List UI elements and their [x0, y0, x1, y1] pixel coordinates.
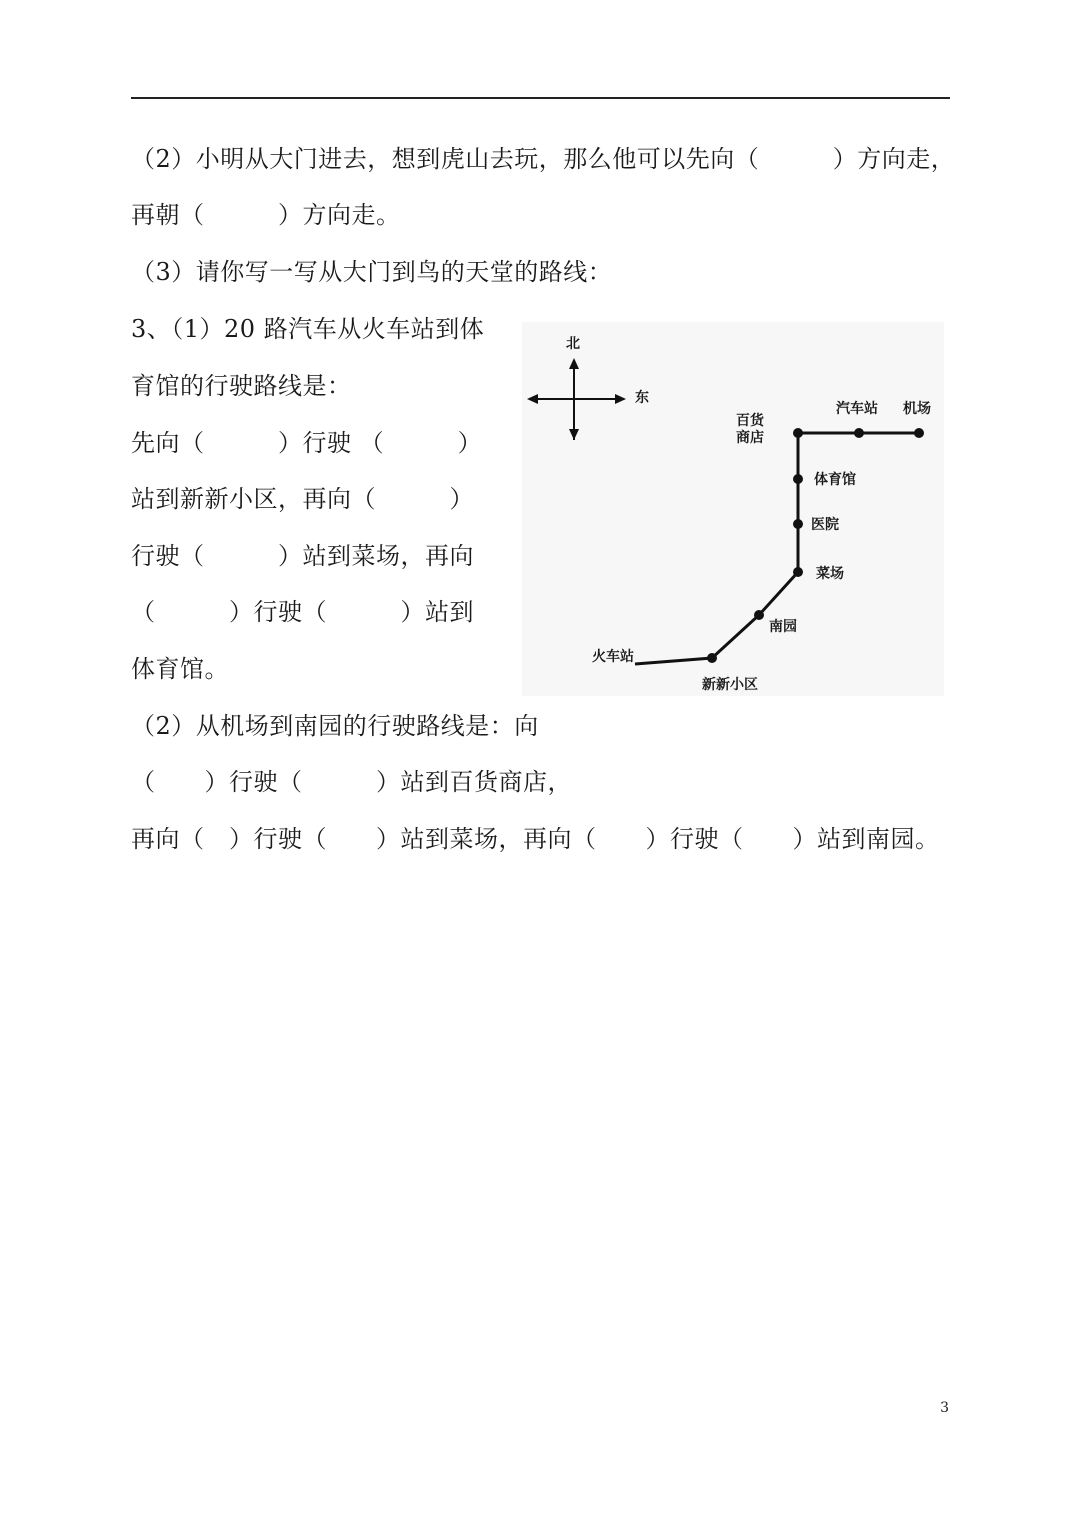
question-3-1-line-5: 行驶（ ）站到菜场，再向 [131, 542, 474, 570]
bus-route-svg [522, 322, 944, 696]
station-label-stadium: 体育馆 [814, 472, 856, 488]
question-2-2-line-1: （2）小明从大门进去，想到虎山去玩，那么他可以先向（ ）方向走， [131, 145, 956, 173]
station-label-market: 菜场 [816, 566, 844, 582]
compass-north-label: 北 [566, 336, 580, 352]
question-3-1-line-3: 先向（ ）行驶 （ ） [131, 429, 483, 457]
station-dot-airport [914, 428, 924, 438]
question-3-1-line-1: 3、（1）20 路汽车从火车站到体 [131, 315, 485, 343]
station-dot-dept-store [793, 428, 803, 438]
station-dot-nanyuan [754, 610, 764, 620]
station-label-dept-store-2: 商店 [736, 430, 764, 446]
question-3-1-line-7: 体育馆。 [131, 655, 229, 683]
south-arrow-icon [569, 429, 579, 440]
station-dot-bus-station [854, 428, 864, 438]
question-2-2-line-2: 再朝（ ）方向走。 [131, 201, 401, 229]
compass-east-label: 东 [635, 390, 649, 406]
station-label-airport: 机场 [903, 401, 931, 417]
station-label-train: 火车站 [592, 649, 634, 665]
station-label-xinxin: 新新小区 [702, 677, 758, 693]
question-3-2-line-1: （2）从机场到南园的行驶路线是：向 [131, 712, 539, 740]
station-label-hospital: 医院 [811, 517, 839, 533]
east-arrow-icon [615, 394, 626, 404]
west-arrow-icon [527, 394, 538, 404]
question-3-2-line-2: （ ）行驶（ ）站到百货商店， [131, 768, 572, 796]
question-3-1-line-2: 育馆的行驶路线是： [131, 372, 352, 400]
station-label-bus-station: 汽车站 [836, 401, 878, 417]
question-3-2-line-3: 再向（ ）行驶（ ）站到菜场，再向（ ）行驶（ ）站到南园。 [131, 825, 940, 853]
station-label-dept-store-1: 百货 [736, 413, 764, 429]
question-2-3: （3）请你写一写从大门到鸟的天堂的路线： [131, 258, 613, 286]
bus-route-map [522, 322, 944, 696]
station-dot-xinxin [707, 653, 717, 663]
header-rule [131, 97, 950, 99]
north-arrow-icon [569, 358, 579, 369]
page-number: 3 [940, 1400, 949, 1416]
question-3-1-line-6: （ ）行驶（ ）站到 [131, 598, 474, 626]
station-label-nanyuan: 南园 [769, 619, 797, 635]
question-3-1-line-4: 站到新新小区，再向（ ） [131, 485, 474, 513]
compass-rose [527, 336, 649, 440]
station-dot-hospital [793, 519, 803, 529]
station-dot-market [793, 567, 803, 577]
station-dot-stadium [793, 474, 803, 484]
